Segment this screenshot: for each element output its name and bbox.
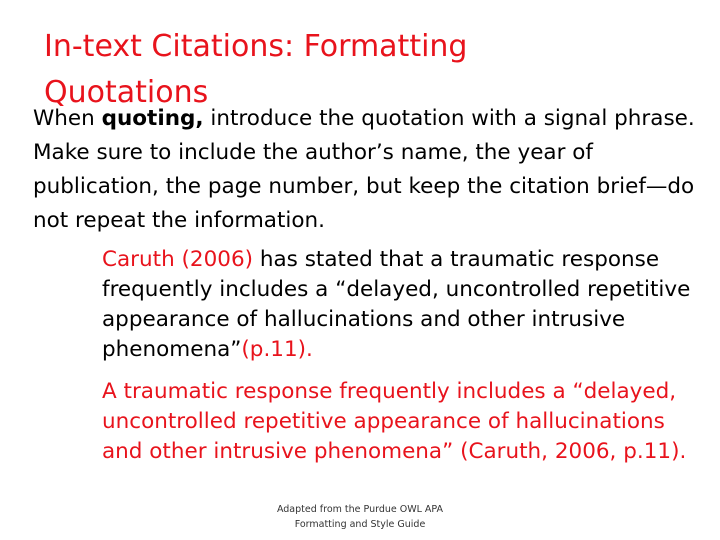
example-signal-phrase	[102, 245, 712, 365]
slide-footer	[240, 502, 480, 532]
example1-citation: Caruth (2006)	[102, 247, 254, 272]
example2-body: A traumatic response frequently includes a “delayed, uncontrolled repetitive appearance of hallucinations and other intrusive phenomena” (Caruth, 2006, p.11).	[102, 379, 687, 464]
intro-text-start: When	[33, 106, 102, 131]
footer-line-2: Formatting and Style Guide	[294, 519, 426, 530]
slide-title: In-text Citations: Formatting Quotations	[44, 29, 468, 110]
example1-page-ref: (p.11).	[241, 337, 313, 362]
footer-line-1: Adapted from the Purdue OWL APA	[276, 504, 444, 515]
intro-paragraph	[33, 102, 713, 238]
intro-text-rest: introduce the quotation with a signal phrase. Make sure to include the author’s name, the year of publication, the page number, but keep the citation brief—do not repeat the information.	[33, 106, 695, 233]
example-parenthetical	[102, 377, 712, 467]
intro-bold-keyword: quoting,	[101, 106, 204, 131]
example1-body: has stated that a traumatic response frequently includes a “delayed, uncontrolled repetitive appearance of hallucinations and other intrusive phenomena”	[102, 247, 691, 362]
